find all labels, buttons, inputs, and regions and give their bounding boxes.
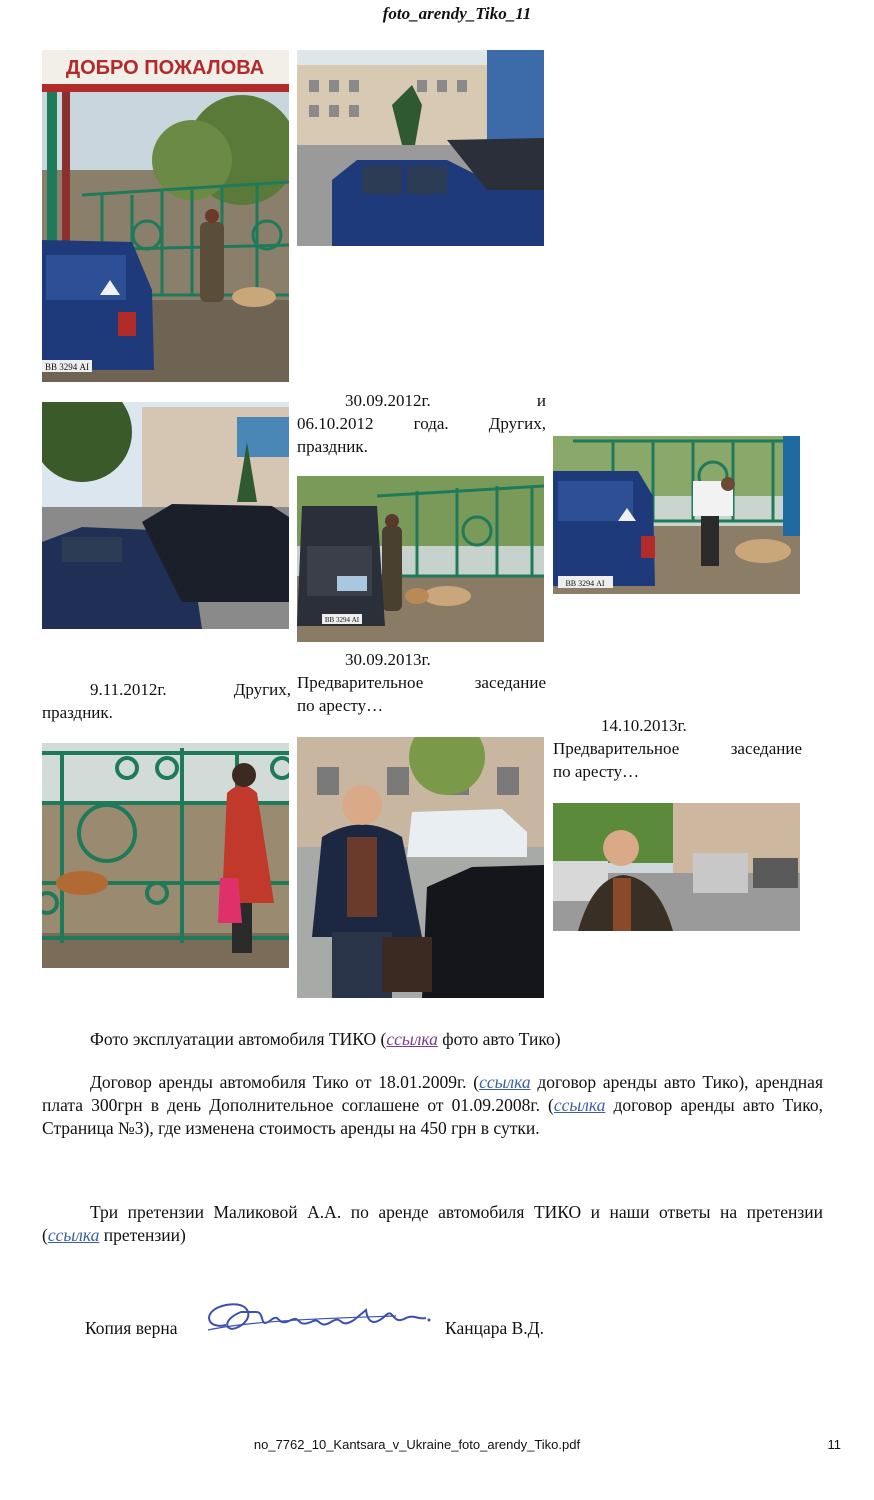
- link-rental-contract[interactable]: ссылка: [479, 1072, 531, 1092]
- signature-image: [196, 1290, 441, 1350]
- caption-date: 14.10.2013г.: [601, 716, 687, 735]
- photo-license-plate: ВВ 3294 АІ: [565, 579, 605, 588]
- caption-word: года.: [413, 414, 449, 433]
- photo-building-cars: [42, 402, 289, 629]
- photo-gate-car-woman-dog: [42, 50, 289, 382]
- link-rental-contract-page3[interactable]: ссылка: [553, 1095, 606, 1115]
- photo-man-briefcase: [297, 737, 544, 998]
- paragraph-claims: Три претензии Маликовой А.А. по аренде автомобиля ТИКО и наши ответы на претензии (ссылка претензии): [42, 1202, 823, 1245]
- caption-text: по аресту…: [297, 696, 384, 715]
- photo-sign-text: ДОБРО ПОЖАЛОВА: [65, 57, 265, 79]
- caption-date-9-11-2012: [42, 678, 291, 724]
- caption-word: Предварительное: [553, 739, 680, 758]
- caption-date: 30.09.2013г.: [345, 650, 431, 669]
- photo-car-trunk-woman-dogs: [297, 476, 544, 642]
- photo-license-plate: ВВ 3294 АІ: [324, 616, 360, 624]
- caption-word: Предварительное: [297, 673, 424, 692]
- caption-dates-2012: [297, 389, 546, 458]
- photo-man-scarf: [553, 803, 800, 931]
- photo-gate-woman-red-coat: [42, 743, 289, 968]
- signature-name: Канцара В.Д.: [445, 1318, 544, 1338]
- signature-label: Копия верна: [85, 1318, 178, 1338]
- caption-date: 06.10.2012: [297, 414, 374, 433]
- caption-text: праздник.: [297, 437, 368, 456]
- page-title: foto_arendy_Tiko_11: [382, 4, 532, 23]
- caption-word: и: [536, 391, 546, 410]
- caption-date-14-10-2013: [553, 714, 802, 783]
- link-claims[interactable]: ссылка: [47, 1225, 100, 1245]
- caption-word: Других,: [488, 414, 546, 433]
- photo-building-car: [297, 50, 544, 246]
- caption-word: Других,: [233, 680, 291, 699]
- caption-word: заседание: [730, 739, 802, 758]
- paragraph-rental-contract: Договор аренды автомобиля Тико от 18.01.2009г. (ссылка договор аренды авто Тико), арендная плата 300грн в день Дополнительное соглашене от 01.09.2008г. (ссылка договор аренды авто Тико, Страница №3), где изменена стоимость аренды на 450 грн в сутки.: [42, 1072, 823, 1138]
- footer-filename: no_7762_10_Kantsara_v_Ukraine_foto_arendy_Tiko.pdf: [253, 1437, 581, 1452]
- paragraph-photo-operation: Фото эксплуатации автомобиля ТИКО (ссылка фото авто Тико): [90, 1029, 561, 1049]
- caption-date: 30.09.2012г.: [345, 391, 431, 410]
- caption-text: праздник.: [42, 703, 113, 722]
- photo-license-plate: ВВ 3294 АІ: [44, 362, 90, 372]
- photo-car-man-dog: [553, 436, 800, 594]
- caption-word: заседание: [474, 673, 546, 692]
- link-photo-tiko[interactable]: ссылка: [386, 1029, 438, 1049]
- caption-date: 9.11.2012г.: [90, 680, 167, 699]
- page-number: 11: [827, 1437, 841, 1452]
- caption-text: по аресту…: [553, 762, 640, 781]
- caption-date-30-09-2013: [297, 648, 546, 717]
